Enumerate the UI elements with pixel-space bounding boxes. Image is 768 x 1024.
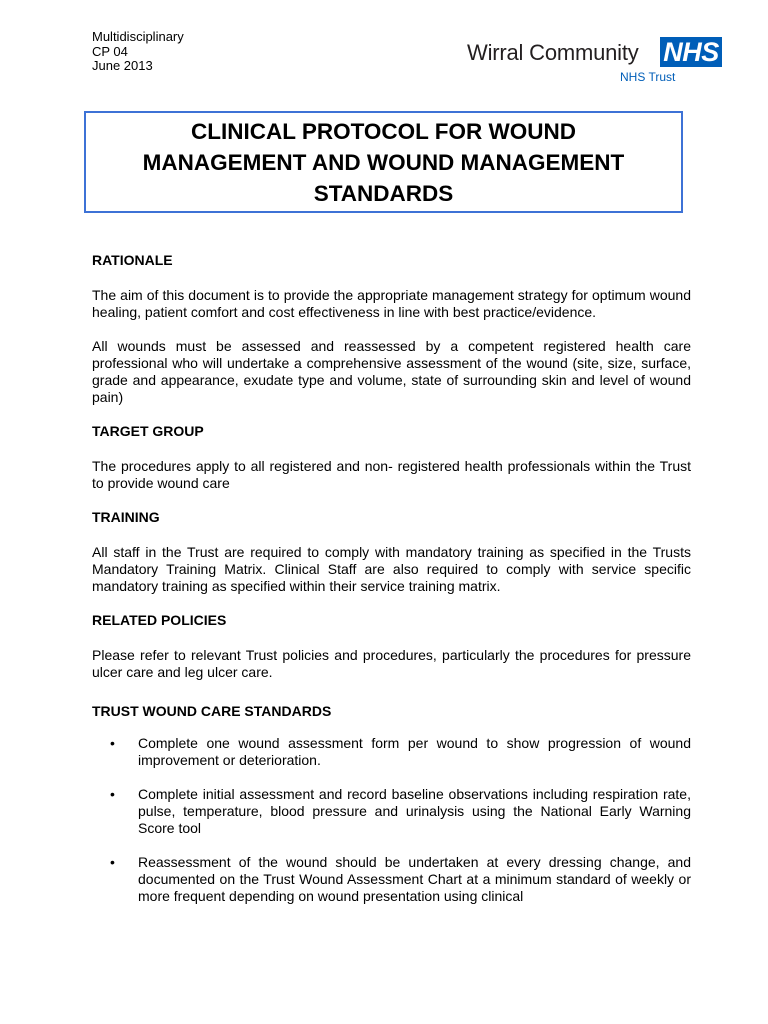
list-item	[92, 786, 691, 837]
document-reference	[92, 30, 184, 74]
section-heading: TARGET GROUP	[92, 423, 204, 439]
document-title	[86, 116, 681, 209]
list-item	[92, 735, 691, 769]
section-wound-care-standards	[92, 703, 691, 905]
section-heading: RATIONALE	[92, 252, 173, 268]
list-item-text: Reassessment of the wound should be undertaken at every dressing change, and documented on the Trust Wound Assessment Chart at a minimum standard of weekly or more frequent depending on wound presentation using clinical	[138, 854, 691, 904]
section-heading: TRAINING	[92, 509, 160, 525]
document-category: Multidisciplinary	[92, 29, 184, 44]
title-box	[84, 111, 683, 213]
section-related-policies	[92, 612, 691, 681]
list-item	[92, 854, 691, 905]
paragraph: The aim of this document is to provide the appropriate management strategy for optimum wound healing, patient comfort and cost effectiveness in line with best practice/evidence.	[92, 287, 691, 320]
bullet-icon: •	[110, 786, 115, 802]
section-target-group	[92, 423, 691, 492]
document-date: June 2013	[92, 58, 153, 73]
paragraph: All wounds must be assessed and reassessed by a competent registered health care professional who will undertake a comprehensive assessment of the wound (site, size, surface, grade and appearance, exudate type and volume, state of surrounding skin and level of wound pain)	[92, 338, 691, 405]
list-item-text: Complete initial assessment and record baseline observations including respiration rate, pulse, temperature, blood pressure and urinalysis using the National Early Warning Score tool	[138, 786, 691, 836]
section-training	[92, 509, 691, 595]
paragraph: The procedures apply to all registered and non- registered health professionals within the Trust to provide wound care	[92, 458, 691, 491]
title-line: STANDARDS	[313, 181, 454, 206]
standards-list	[92, 735, 691, 905]
list-item-text: Complete one wound assessment form per wound to show progression of wound improvement or deterioration.	[138, 735, 691, 768]
paragraph: All staff in the Trust are required to comply with mandatory training as specified in the Trusts Mandatory Training Matrix. Clinical Staff are also required to comply with service specific mandatory training as specified within their service training matrix.	[92, 544, 691, 594]
document-code: CP 04	[92, 43, 128, 59]
paragraph: Please refer to relevant Trust policies and procedures, particularly the procedures for pressure ulcer care and leg ulcer care.	[92, 647, 691, 680]
section-rationale	[92, 252, 691, 406]
section-heading: RELATED POLICIES	[92, 612, 227, 628]
title-line: CLINICAL PROTOCOL FOR WOUND	[191, 119, 576, 144]
bullet-icon: •	[110, 854, 115, 870]
document-body	[92, 252, 691, 905]
org-subtitle: NHS Trust	[620, 70, 676, 84]
org-name: Wirral Community	[467, 40, 639, 65]
title-line: MANAGEMENT AND WOUND MANAGEMENT	[142, 150, 625, 175]
section-heading: TRUST WOUND CARE STANDARDS	[92, 703, 332, 719]
nhs-trust-logo	[467, 37, 727, 87]
nhs-badge: NHS	[660, 37, 722, 67]
bullet-icon: •	[110, 735, 115, 751]
